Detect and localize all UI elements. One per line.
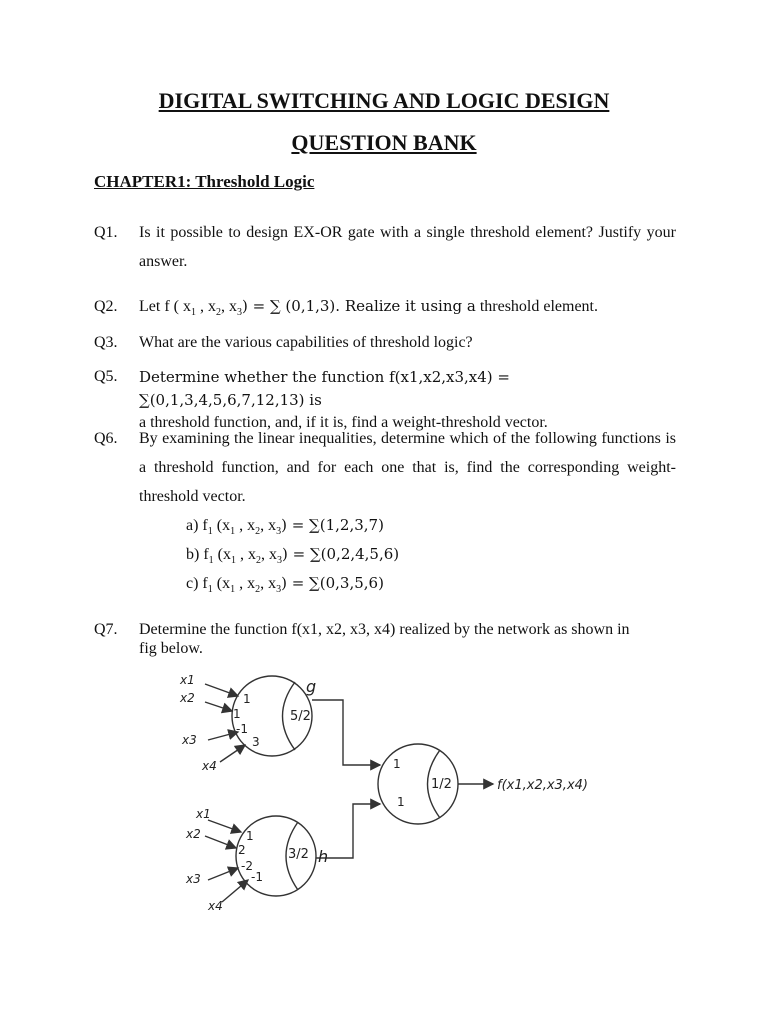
document-title: DIGITAL SWITCHING AND LOGIC DESIGN bbox=[158, 88, 610, 113]
input-arrow-h-x4 bbox=[222, 880, 248, 902]
input-label: x2 bbox=[186, 827, 201, 841]
input-label: x1 bbox=[180, 673, 195, 687]
input-label: x1 bbox=[196, 807, 211, 821]
question-text: Determine whether the function f(x1,x2,x3,x4) = ∑(0,1,3,4,5,6,7,12,13) is a threshold function, and, if it is, find a weight-threshold vector. bbox=[139, 368, 548, 431]
option-c: c) $f_1$ ($x_1$ , $x_2$, $x_3) = \sum(0,3,5,6)$ bbox=[186, 574, 384, 596]
input-label: x2 bbox=[180, 691, 195, 705]
gate-label: h bbox=[318, 847, 329, 866]
question-number: Q5. bbox=[94, 368, 118, 385]
chapter-heading: CHAPTER1: Threshold Logic bbox=[94, 172, 315, 191]
weight-label: 2 bbox=[238, 843, 246, 857]
input-arrow-g-x1 bbox=[205, 684, 238, 696]
input-label: x3 bbox=[186, 872, 201, 886]
input-arrow-g-x3 bbox=[208, 732, 238, 740]
weight-label: 1 bbox=[243, 692, 251, 706]
threshold-label: 1/2 bbox=[431, 777, 452, 792]
weight-label: 1 bbox=[233, 707, 241, 721]
weight-label: 1 bbox=[397, 795, 405, 809]
question-number: Q7. bbox=[94, 621, 118, 638]
weight-label: 1 bbox=[393, 757, 401, 771]
input-arrow-g-x2 bbox=[205, 702, 232, 711]
input-arrow-h-x3 bbox=[208, 868, 238, 880]
question-text: Determine the function f(x1, x2, x3, x4) realized by the network as shown in fig below. bbox=[139, 621, 630, 657]
question-text: By examining the linear inequalities, determine which of the following functions is a threshold function, and for each one that is, find the corresponding weight-threshold vector. bbox=[139, 430, 676, 505]
option-a: a) $f_1$ ($x_1$ , $x_2$, $x_3) = \sum(1,2,3,7)$ bbox=[186, 516, 384, 538]
option-b: b) $f_1$ ($x_1$ , $x_2$, $x_3) = \sum(0,2,4,5,6)$ bbox=[186, 545, 400, 567]
weight-label: -2 bbox=[241, 859, 253, 873]
input-label: x4 bbox=[208, 899, 223, 913]
weight-label: 3 bbox=[252, 735, 260, 749]
threshold-label: 3/2 bbox=[288, 847, 309, 862]
question-text: What are the various capabilities of threshold logic? bbox=[139, 334, 473, 351]
weight-label: -1 bbox=[251, 870, 263, 884]
weight-label: 1 bbox=[246, 829, 254, 843]
input-arrow-g-x4 bbox=[220, 745, 245, 762]
question-number: Q1. bbox=[94, 224, 118, 241]
question-number: Q2. bbox=[94, 298, 118, 315]
input-arrow-h-x1 bbox=[208, 820, 241, 832]
input-label: x4 bbox=[202, 759, 217, 773]
input-label: x3 bbox=[182, 733, 197, 747]
question-number: Q3. bbox=[94, 334, 118, 351]
question-number: Q6. bbox=[94, 430, 118, 447]
threshold-label: 5/2 bbox=[290, 709, 311, 724]
weight-label: -1 bbox=[236, 722, 248, 736]
question-text: Let f ( $x_1$ , $x_2$, $x_3$) = ∑ (0,1,3). Realize it using a threshold element. bbox=[139, 297, 598, 319]
connector-g-to-out bbox=[312, 700, 380, 765]
output-label: f(x1,x2,x3,x4) bbox=[497, 778, 588, 793]
gate-label: g bbox=[306, 677, 317, 696]
question-text: Is it possible to design EX-OR gate with a single threshold element? Justify your answer. bbox=[139, 224, 676, 270]
document-subtitle: QUESTION BANK bbox=[291, 130, 477, 155]
input-arrow-h-x2 bbox=[205, 836, 236, 848]
